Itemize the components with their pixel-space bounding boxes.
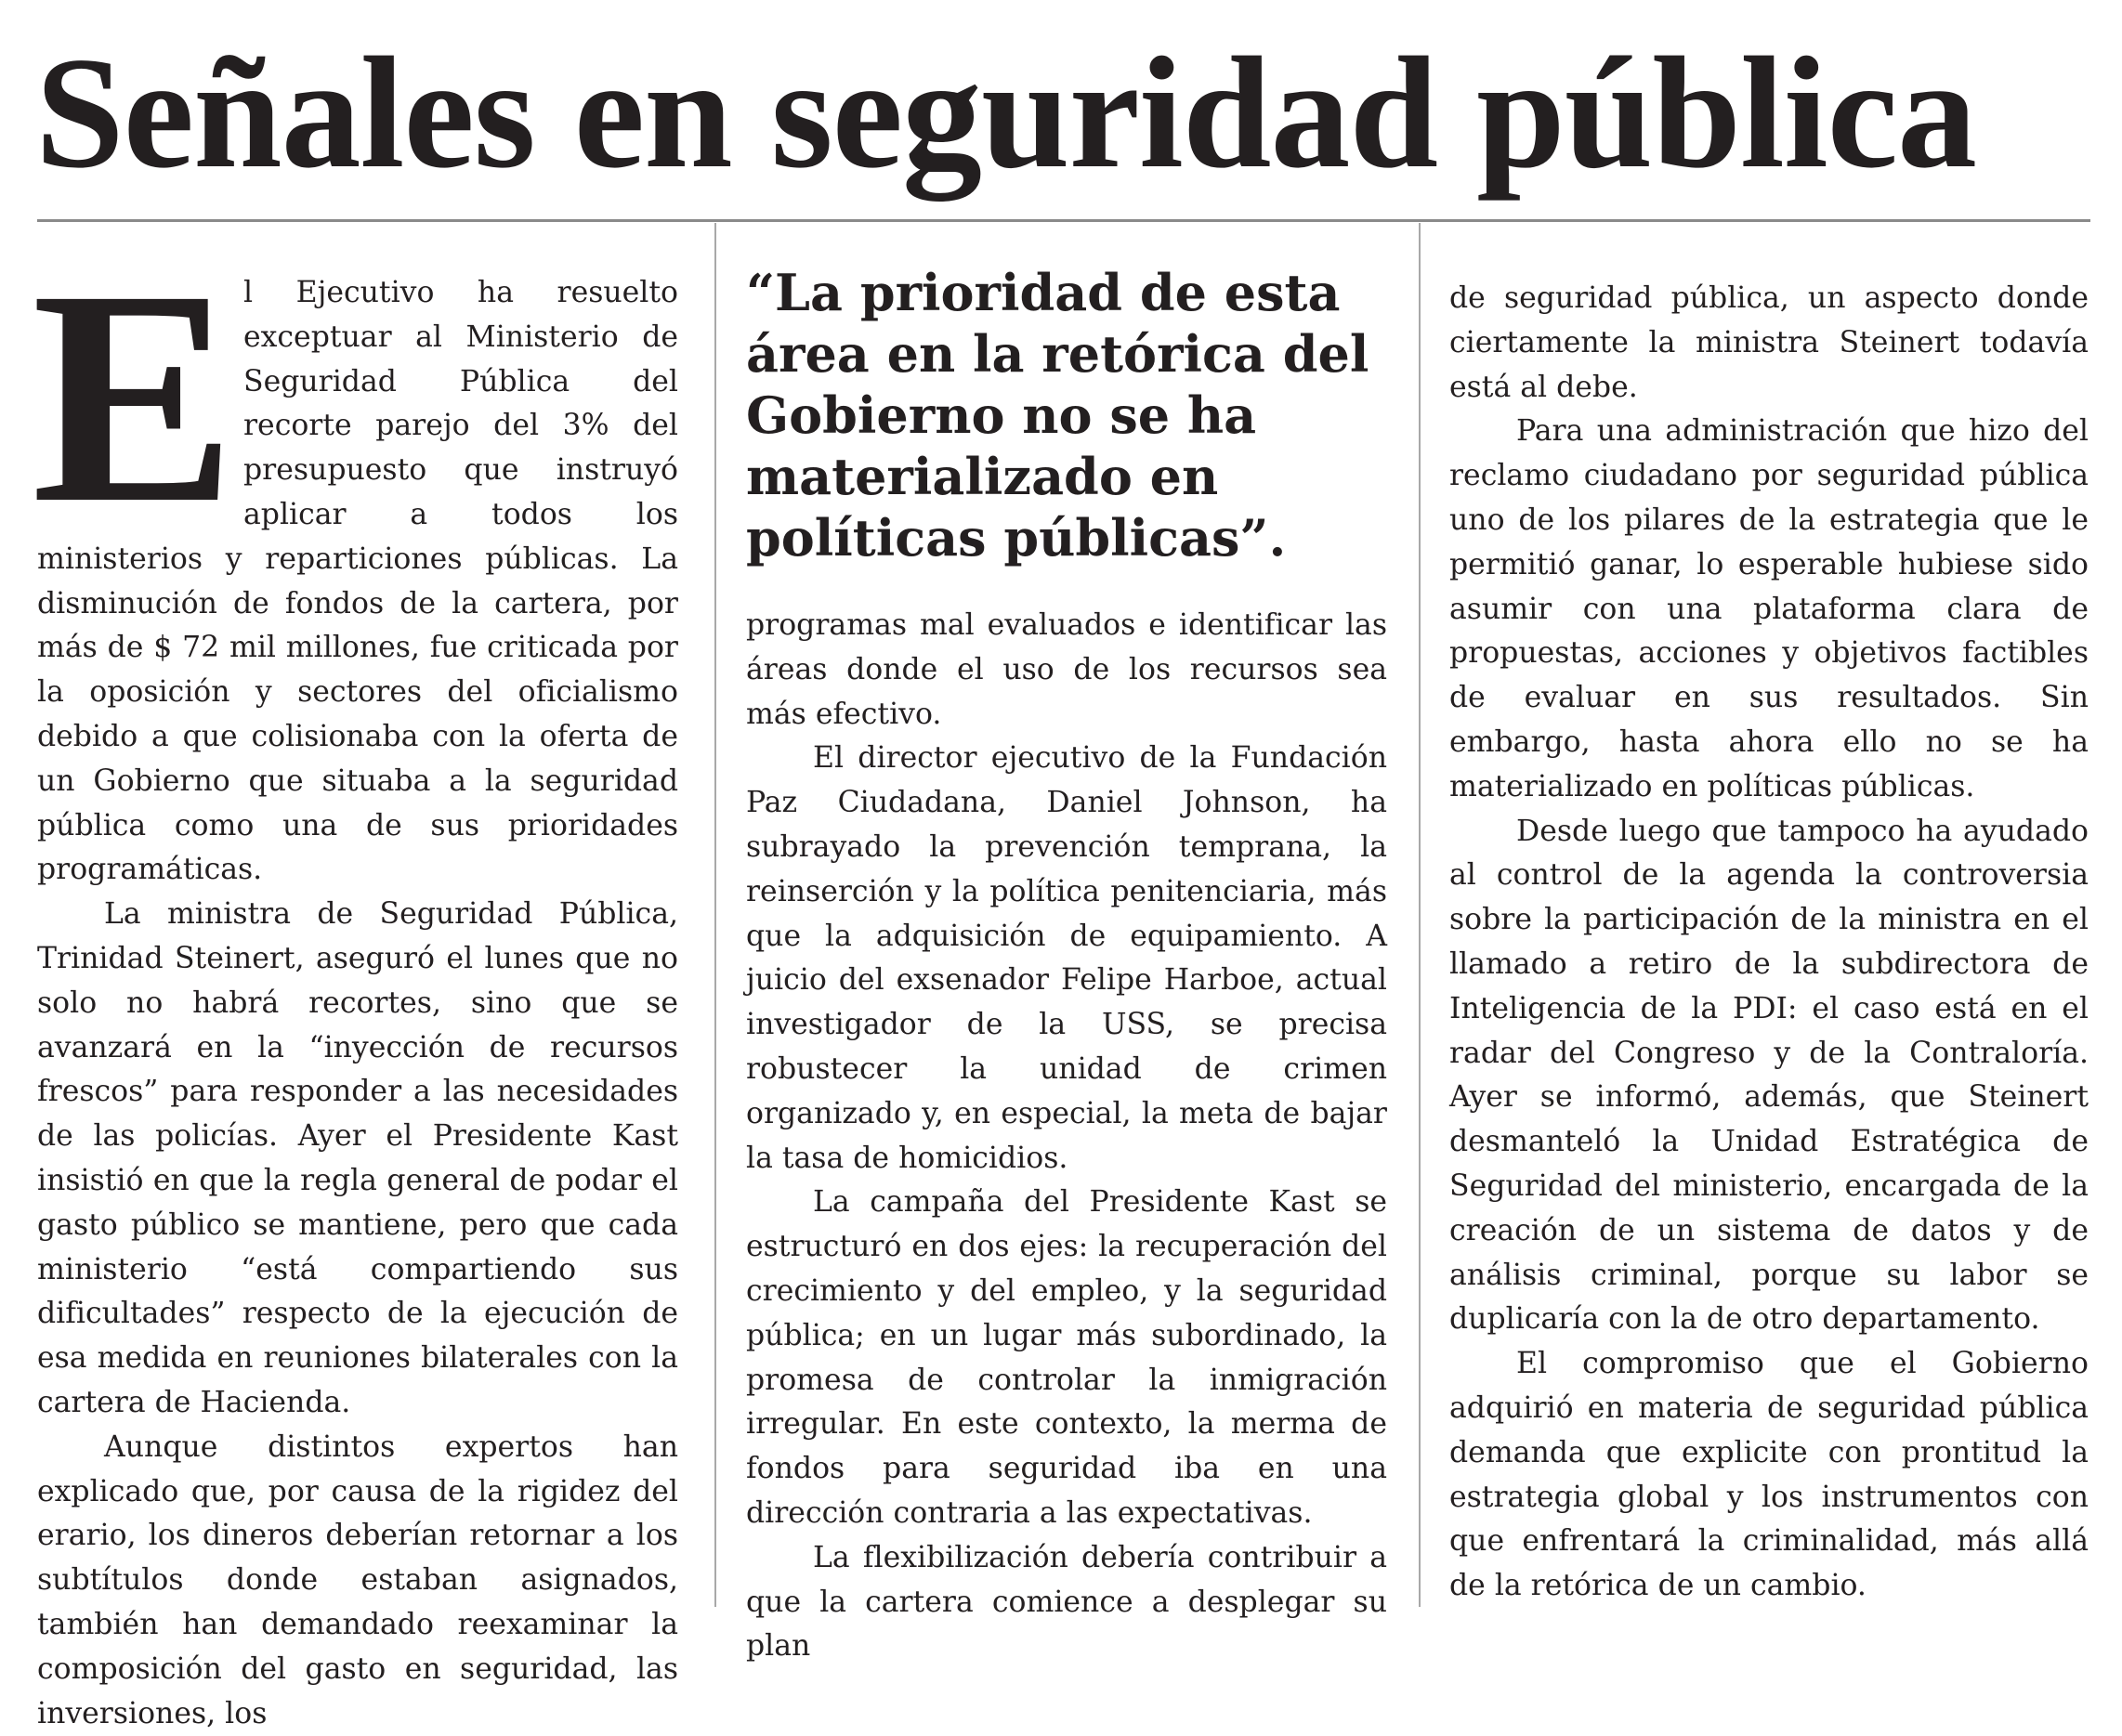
paragraph-9: Para una administración que hizo del reclamo ciudadano por seguridad pública uno de los pilares de la estrategia que le permitió ganar, lo esperable hubiese sido asumir con una plataforma clara de propuestas, acciones y objetivos factibles de evaluar en sus resultados. Sin embargo, hasta ahora ello no se ha materializado en políticas públicas. — [1449, 414, 2089, 803]
column-1 — [32, 228, 678, 1736]
column-2 — [746, 604, 1387, 1669]
headline-rule — [37, 219, 2090, 222]
column-divider-2 — [1419, 223, 1421, 1607]
pull-quote: “La prioridad de esta área en la retórica del Gobierno no se ha materializado en políticas públicas”. — [746, 263, 1369, 568]
column-3 — [1449, 277, 2089, 1609]
paragraph-11: El compromiso que el Gobierno adquirió en materia de seguridad pública demanda que explicite con prontitud la estrategia global y los instrumentos con que enfrentará la criminalidad, más allá de la retórica de un cambio. — [1449, 1347, 2089, 1603]
paragraph-6: La campaña del Presidente Kast se estructuró en dos ejes: la recuperación del crecimiento y del empleo, y la seguridad pública; en un lugar más subordinado, la promesa de controlar la inmigración irregular. En este contexto, la merma de fondos para seguridad iba en una dirección contraria a las expectativas. — [746, 1185, 1387, 1530]
paragraph-1-text: l Ejecutivo ha resuelto exceptuar al Ministerio de Seguridad Pública del recorte parejo del 3% del presupuesto que instruyó aplicar a todos los ministerios y reparticiones públicas. La disminución de fondos de la cartera, por más de $ 72 mil millones, fue criticada por la oposición y sectores del oficialismo debido a que colisionaba con la oferta de un Gobierno que situaba a la seguridad pública como una de sus prioridades programáticas. — [37, 276, 678, 887]
paragraph-4: programas mal evaluados e identificar las áreas donde el uso de los recursos sea más efectivo. — [746, 608, 1387, 731]
paragraph-5: El director ejecutivo de la Fundación Paz Ciudadana, Daniel Johnson, ha subrayado la prevención temprana, la reinserción y la política penitenciaria, más que la adquisición de equipamiento. A juicio del exsenador Felipe Harboe, actual investigador de la USS, se precisa robustecer la unidad de crimen organizado y, en especial, la meta de bajar la tasa de homicidios. — [746, 741, 1387, 1175]
paragraph-1 — [32, 228, 678, 893]
column-divider-1 — [714, 223, 716, 1607]
paragraph-10: Desde luego que tampoco ha ayudado al control de la agenda la controversia sobre la participación de la ministra en el llamado a retiro de la subdirectora de Inteligencia de la PDI: el caso está en el radar del Congreso y de la Contraloría. Ayer se informó, además, que Steinert desmanteló la Unidad Estratégica de Seguridad del ministerio, encargada de la creación de un sistema de datos y de análisis criminal, porque su labor se duplicaría con la de otro departamento. — [1449, 814, 2089, 1337]
paragraph-2: La ministra de Seguridad Pública, Trinidad Steinert, aseguró el lunes que no solo no habrá recortes, sino que se avanzará en la “inyección de recursos frescos” para responder a las necesidades de las policías. Ayer el Presidente Kast insistió en que la regla general de podar el gasto público se mantiene, pero que cada ministerio “está compartiendo sus dificultades” respecto de la ejecución de esa medida en reuniones bilaterales con la cartera de Hacienda. — [37, 897, 678, 1419]
drop-cap: E — [32, 228, 237, 567]
paragraph-3: Aunque distintos expertos han explicado que, por causa de la rigidez del erario, los dineros deberían retornar a los subtítulos donde estaban asignados, también han demandado reexaminar la composición del gasto en seguridad, las inversiones, los — [37, 1429, 678, 1730]
paragraph-7: La flexibilización debería contribuir a que la cartera comience a desplegar su plan — [746, 1540, 1387, 1664]
headline: Señales en seguridad pública — [35, 25, 1976, 202]
paragraph-8: de seguridad pública, un aspecto donde ciertamente la ministra Steinert todavía está al debe. — [1449, 281, 2089, 404]
